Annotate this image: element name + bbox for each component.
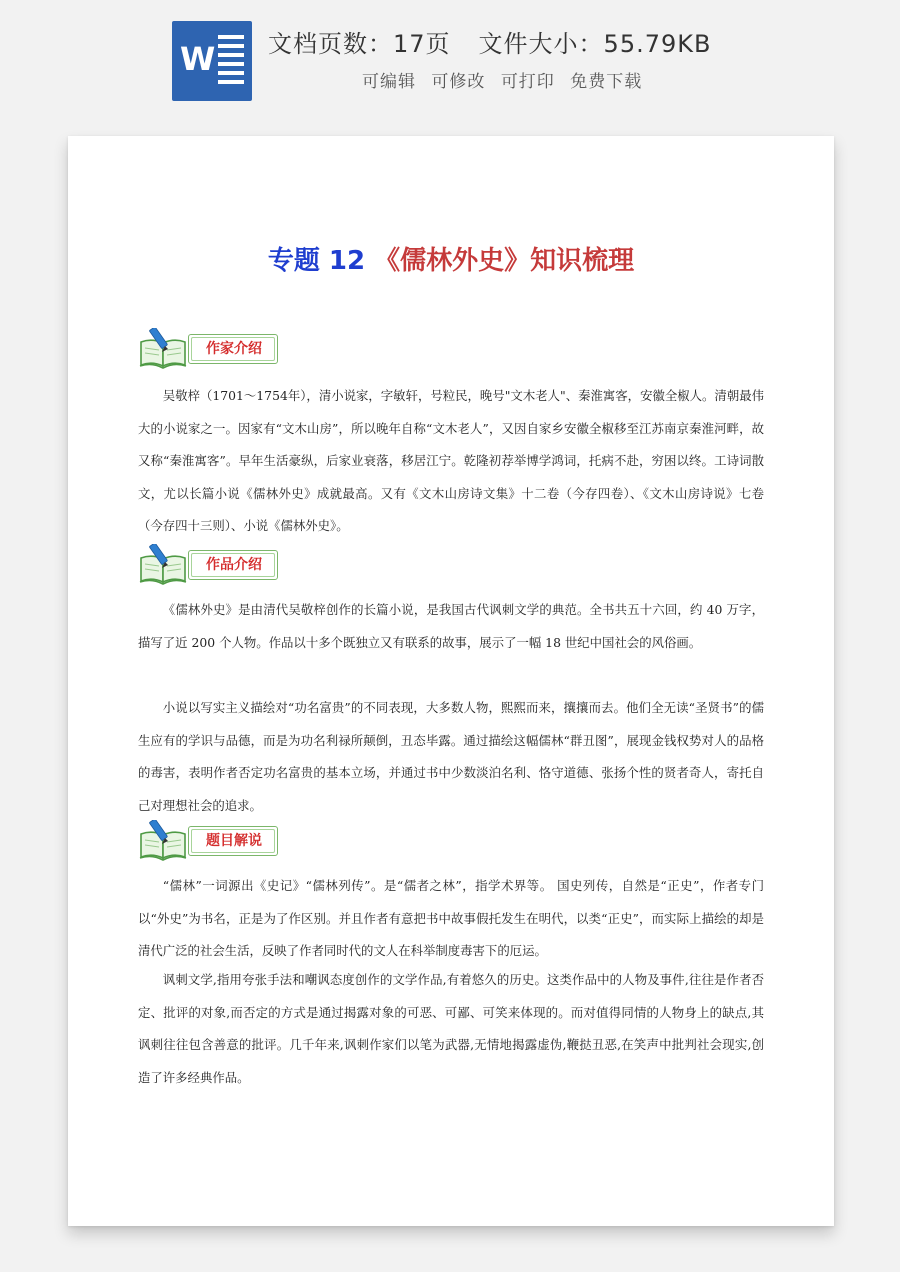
feature-editable: 可编辑	[362, 72, 416, 92]
book-pencil-icon	[138, 328, 188, 370]
section-heading-title-explanation	[138, 820, 282, 862]
section-label: 作品介绍	[206, 557, 262, 573]
paragraph: 小说以写实主义描绘对“功名富贵”的不同表现，大多数人物，熙熙而来，攘攘而去。他们全无读“圣贤书”的儒生应有的学识与品德，而是为功名利禄所颠倒，丑态毕露。通过描绘这幅儒林“群丑图”，展现金钱权势对人的品格的毒害，表明作者否定功名富贵的基本立场，并通过书中少数淡泊名利、恪守道德、张扬个性的贤者奇人，寄托自己对理想社会的追求。	[138, 700, 764, 813]
section-heading-author	[138, 328, 282, 370]
feature-modifiable: 可修改	[431, 72, 486, 92]
document-info-header	[0, 0, 900, 120]
paragraph: “儒林”一词源出《史记》“儒林列传”。是“儒者之林”，指学术界等。 国史列传，自然是“正史”，作者专门以“外史”为书名，正是为了作区别。并且作者有意把书中故事假托发生在明代，以类“正史”，而实际上描绘的却是清代广泛的社会生活，反映了作者同时代的文人在科举制度毒害下的厄运。	[138, 878, 764, 958]
title-main: 《儒林外史》知识梳理	[374, 246, 635, 276]
paragraph: 吴敬梓（1701～1754年），清小说家，字敏轩，号粒民，晚号"文木老人"、秦淮寓客，安徽全椒人。清朝最伟大的小说家之一。因家有“文木山房”，所以晚年自称“文木老人”，又因自家乡安徽全椒移至江苏南京秦淮河畔，故又称“秦淮寓客”。早年生活豪纵，后家业衰落，移居江宁。乾隆初荐举博学鸿词，托病不赴，穷困以终。工诗词散文，尤以长篇小说《儒林外史》成就最高。又有《文木山房诗文集》十二卷（今存四卷）、《文木山房诗说》七卷（今存四十三则）、小说《儒林外史》。	[138, 388, 764, 533]
title-topic-number: 专题 12	[267, 246, 375, 276]
feature-list	[362, 67, 651, 92]
word-document-icon: W	[172, 21, 252, 101]
document-stats	[268, 24, 711, 59]
section-label: 作家介绍	[206, 341, 262, 357]
book-pencil-icon	[138, 820, 188, 862]
document-title	[68, 240, 834, 277]
paragraph: 《儒林外史》是由清代吴敬梓创作的长篇小说，是我国古代讽刺文学的典范。全书共五十六回，约 40 万字，描写了近 200 个人物。作品以十多个既独立又有联系的故事，展示了一幅 18 世纪中国社会的风俗画。	[138, 602, 764, 650]
feature-printable: 可打印	[500, 72, 555, 92]
book-pencil-icon	[138, 544, 188, 586]
section-label: 题目解说	[206, 833, 262, 849]
file-size-label: 文件大小：55.79KB	[478, 30, 712, 58]
feature-free-download: 免费下载	[570, 72, 643, 92]
page-count-label: 文档页数：17页	[268, 30, 451, 58]
document-page	[68, 136, 834, 1226]
paragraph: 讽刺文学,指用夸张手法和嘲讽态度创作的文学作品,有着悠久的历史。这类作品中的人物及事件,往往是作者否定、批评的对象,而否定的方式是通过揭露对象的可恶、可鄙、可笑来体现的。而对值得同情的人物身上的缺点,其讽刺往往包含善意的批评。几千年来,讽刺作家们以笔为武器,无情地揭露虚伪,鞭挞丑恶,在笑声中批判社会现实,创造了许多经典作品。	[138, 972, 764, 1085]
section-heading-work	[138, 544, 282, 586]
